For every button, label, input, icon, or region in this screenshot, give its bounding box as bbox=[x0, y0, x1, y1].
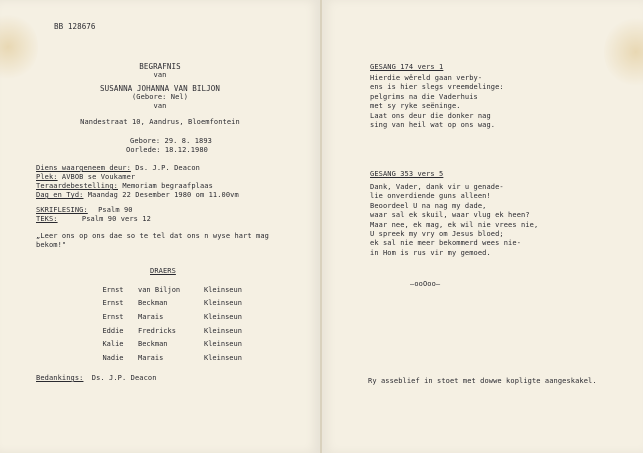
bearer-first-name: Eddie bbox=[102, 326, 124, 335]
bearers-table bbox=[88, 283, 242, 365]
death-date: Oorlede: 18.12.1980 bbox=[126, 146, 208, 154]
bearer-last-name: van Biljon bbox=[138, 285, 181, 294]
maiden-name: (Gebore: Nel) bbox=[131, 93, 189, 101]
reference-number: BB 128676 bbox=[54, 22, 96, 31]
officiant-value: Ds. J.P. Deacon bbox=[135, 164, 200, 172]
bearer-last-name: Beckman bbox=[138, 299, 168, 308]
bearer-first-name: Ernst bbox=[102, 312, 124, 321]
table-row bbox=[88, 297, 242, 311]
bearer-first-name: Ernst bbox=[102, 299, 124, 308]
bearer-relation: Kleinseun bbox=[204, 340, 242, 349]
table-row bbox=[88, 351, 242, 365]
scripture-row bbox=[36, 206, 133, 215]
verse-line: lie onverdiende guns alleen! bbox=[370, 192, 491, 201]
burial-row bbox=[36, 182, 213, 191]
text-row bbox=[36, 215, 151, 224]
bearer-relation: Kleinseun bbox=[204, 299, 242, 308]
place-value: AVBOB se Voukamer bbox=[61, 173, 136, 181]
table-row bbox=[88, 283, 242, 297]
scripture-label: SKRIFLESING: bbox=[36, 206, 88, 214]
text-value: Psalm 90 vers 12 bbox=[81, 215, 151, 223]
document-title: BEGRAFNIS bbox=[139, 62, 181, 71]
verse-line: Maar nee, ek mag, ek wil nie vrees nie, bbox=[370, 220, 539, 229]
thanks-row bbox=[36, 374, 157, 383]
bearer-last-name: Fredricks bbox=[138, 326, 176, 335]
hymn-1-title: GESANG 174 vers 1 bbox=[370, 63, 444, 71]
verse-line: pelgrims na die Vaderhuis bbox=[370, 92, 478, 101]
van-line-1: van bbox=[153, 71, 167, 79]
hymn-2-verse bbox=[370, 183, 538, 258]
hymn-2-title: GESANG 353 vers 5 bbox=[370, 170, 444, 178]
verse-line: met sy ryke seëninge. bbox=[370, 102, 461, 111]
date-time-value: Maandag 22 Desember 1980 om 11.00vm bbox=[87, 191, 239, 199]
bearer-last-name: Marais bbox=[138, 353, 164, 362]
right-page bbox=[322, 0, 643, 453]
bearer-first-name: Ernst bbox=[102, 285, 124, 294]
bearer-first-name: Kalie bbox=[102, 340, 124, 349]
table-row bbox=[88, 337, 242, 351]
bearer-relation: Kleinseun bbox=[204, 326, 242, 335]
thanks-label: Bedankings: bbox=[36, 374, 84, 382]
birth-date: Gebore: 29. 8. 1893 bbox=[130, 137, 212, 145]
place-label: Plek: bbox=[36, 173, 58, 181]
verse-line: Hierdie wêreld gaan verby- bbox=[370, 74, 483, 82]
stain-top-right bbox=[604, 15, 643, 89]
quote-line-2: bekom!" bbox=[36, 241, 67, 249]
bearer-relation: Kleinseun bbox=[204, 312, 242, 321]
separator: —ooOoo— bbox=[410, 280, 441, 288]
bearers-heading: DRAERS bbox=[150, 267, 176, 275]
address: Nandestraat 10, Aandrus, Bloemfontein bbox=[80, 118, 240, 126]
quote-line-1: „Leer ons op ons dae so te tel dat ons n wyse hart mag bbox=[36, 232, 269, 240]
verse-line: Beoordeel U na nag my dade, bbox=[370, 201, 487, 210]
verse-line: sing van heil wat op ons wag. bbox=[370, 121, 496, 130]
closing-note: Ry asseblief in stoet met dowwe kopligte aangeskakel. bbox=[368, 377, 597, 385]
bearer-last-name: Beckman bbox=[138, 340, 168, 349]
thanks-value: Ds. J.P. Deacon bbox=[91, 374, 157, 382]
verse-line: ens is hier slegs vreemdelinge: bbox=[370, 83, 504, 92]
officiant-label: Diens waargeneem deur: bbox=[36, 164, 131, 172]
scripture-value: Psalm 90 bbox=[98, 206, 133, 214]
van-line-2: van bbox=[153, 102, 167, 110]
hymn-1-verse bbox=[370, 74, 504, 130]
table-row bbox=[88, 310, 242, 324]
verse-line: in Hom is rus vir my gemoed. bbox=[370, 248, 491, 257]
bearer-first-name: Nadie bbox=[102, 353, 124, 362]
verse-line: ek sal nie meer bekommerd wees nie- bbox=[370, 239, 522, 248]
bearer-last-name: Marais bbox=[138, 312, 164, 321]
left-page bbox=[0, 0, 320, 453]
officiant-row bbox=[36, 164, 200, 173]
verse-line: waar sal ek skuil, waar vlug ek heen? bbox=[370, 211, 530, 220]
bearer-relation: Kleinseun bbox=[204, 285, 242, 294]
deceased-name: SUSANNA JOHANNA VAN BILJON bbox=[100, 84, 220, 93]
table-row bbox=[88, 324, 242, 338]
verse-line: Dank, Vader, dank vir u genade- bbox=[370, 183, 504, 191]
date-time-row bbox=[36, 191, 239, 200]
text-label: TEKS: bbox=[36, 215, 58, 223]
burial-label: Teraardebestelling: bbox=[36, 182, 118, 190]
place-row bbox=[36, 173, 135, 182]
verse-line: Laat ons deur die donker nag bbox=[370, 111, 491, 120]
date-time-label: Dag en Tyd: bbox=[36, 191, 84, 199]
verse-line: U spreek my vry om Jesus bloed; bbox=[370, 230, 504, 239]
bearer-relation: Kleinseun bbox=[204, 353, 242, 362]
burial-value: Memoriam begraafplaas bbox=[122, 182, 213, 190]
